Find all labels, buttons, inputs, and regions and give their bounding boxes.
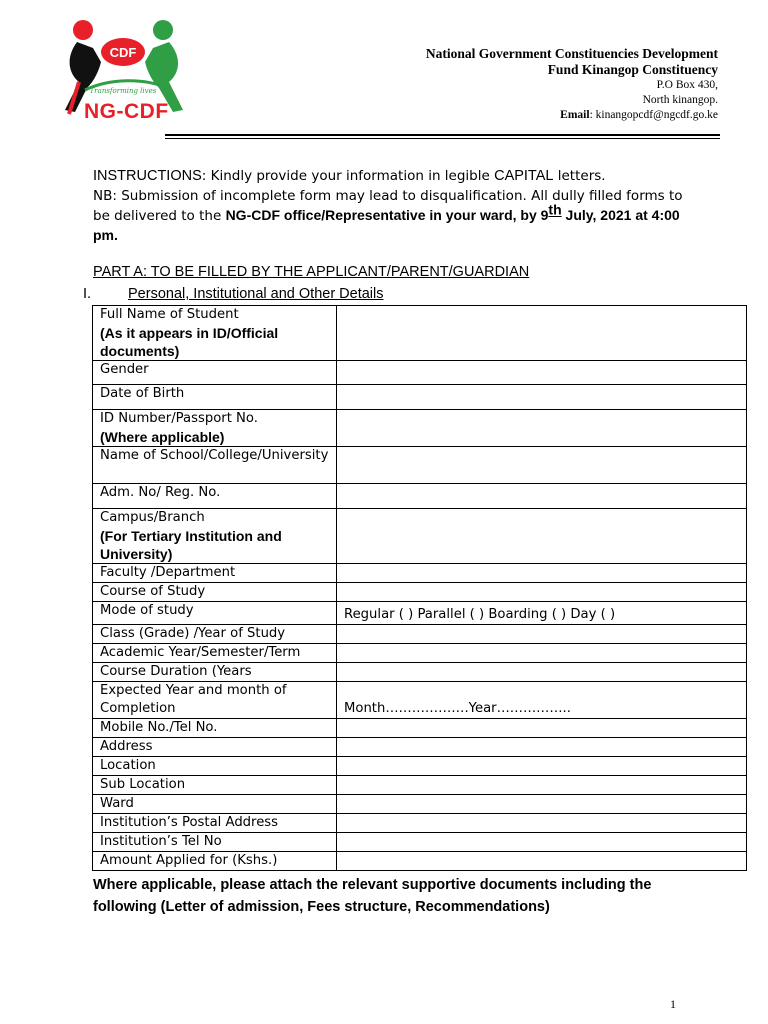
field-label-cell [93,625,337,644]
field-label-cell [93,663,337,682]
field-value: Regular ( ) Parallel ( ) Boarding ( ) Day ( ) [344,607,616,622]
field-value: Month……………….Year…………….. [344,701,571,716]
field-label: Full Name of Student [100,307,239,322]
table-row [93,410,747,447]
field-label: Mode of study [100,603,194,618]
header-divider-thin [165,138,720,139]
field-label-cell [93,738,337,757]
table-row [93,509,747,564]
field-label-cell [93,385,337,410]
field-label: Name of School/College/University [100,448,329,463]
field-label-cell [93,410,337,447]
field-label: Expected Year and month of Completion [100,683,287,716]
field-label: Institution’s Postal Address [100,815,279,830]
field-sublabel: (Where applicable) [100,429,225,445]
field-label: Mobile No./Tel No. [100,720,218,735]
field-value-cell[interactable] [337,447,747,484]
field-label: Gender [100,362,149,377]
field-sublabel: (As it appears in ID/Official documents) [100,325,279,359]
field-label-cell [93,682,337,719]
header-line-2: Fund Kinangop Constituency [547,62,718,77]
table-row [93,833,747,852]
field-value-cell[interactable] [337,410,747,447]
table-row [93,814,747,833]
field-value-cell[interactable] [337,795,747,814]
table-row [93,484,747,509]
header-line-1: National Government Constituencies Development [425,46,718,61]
field-label: Address [100,739,153,754]
field-value-cell[interactable] [337,583,747,602]
field-label-cell [93,833,337,852]
table-row [93,852,747,871]
field-label-cell [93,583,337,602]
instructions-text-a: : Kindly provide your information in legible [201,168,495,184]
field-value-cell[interactable] [337,306,747,361]
field-label: Adm. No/ Reg. No. [100,485,221,500]
field-label-cell [93,719,337,738]
field-value-cell[interactable] [337,814,747,833]
field-value-cell[interactable] [337,602,747,625]
field-value-cell[interactable] [337,385,747,410]
instructions-capital: CAPITAL [494,168,554,184]
field-value-cell[interactable] [337,719,747,738]
field-label: ID Number/Passport No. [100,411,258,426]
details-table [92,305,747,871]
table-row [93,583,747,602]
table-row [93,644,747,663]
logo-figure-right-head [153,20,173,40]
field-value-cell[interactable] [337,644,747,663]
field-label: Sub Location [100,777,186,792]
field-label-cell [93,564,337,583]
table-row [93,795,747,814]
field-label-cell [93,795,337,814]
table-row [93,361,747,385]
field-label: Location [100,758,156,773]
field-label-cell [93,852,337,871]
logo-name: NG-CDF [84,100,169,123]
header-email [426,108,718,123]
field-value-cell[interactable] [337,509,747,564]
header-address-block [426,46,718,123]
nb-bold-a: NG-CDF office/Representative in your ward, by 9 [225,207,549,223]
nb-bold-b: July, 2021 at 4:00 pm. [93,207,680,243]
field-label: Campus/Branch [100,510,205,525]
instructions-label: INSTRUCTIONS [93,168,202,184]
table-row [93,719,747,738]
field-label-cell [93,306,337,361]
field-label-cell [93,447,337,484]
page-number: 1 [670,997,676,1011]
header-town: North kinangop. [642,94,718,106]
email-value: : kinangopcdf@ngcdf.go.ke [589,109,718,121]
field-label-cell [93,484,337,509]
table-row [93,385,747,410]
field-value-cell[interactable] [337,484,747,509]
field-value-cell[interactable] [337,852,747,871]
table-row [93,776,747,795]
logo-badge-text: CDF [109,45,137,60]
field-label: Date of Birth [100,386,185,401]
field-value-cell[interactable] [337,625,747,644]
section-title: Personal, Institutional and Other Details [128,286,384,302]
field-label: Academic Year/Semester/Term [100,645,301,660]
logo-figure-left-head [73,20,93,40]
email-label: Email [560,109,590,121]
field-value-cell[interactable] [337,738,747,757]
table-row [93,757,747,776]
table-row [93,564,747,583]
section-heading [83,286,384,302]
field-label-cell [93,602,337,625]
field-label-cell [93,776,337,795]
instructions-text-b: letters. [553,168,606,184]
table-row [93,447,747,484]
attachment-note: Where applicable, please attach the relevant supportive documents including the following (Letter of admission, Fees structure, Recommendations) [93,877,652,915]
field-sublabel: (For Tertiary Institution and University) [100,528,282,562]
header-pobox: P.O Box 430, [656,79,718,91]
field-label: Amount Applied for (Kshs.) [100,853,278,868]
field-label-cell [93,361,337,385]
instructions [93,167,683,186]
field-value-cell[interactable] [337,833,747,852]
table-row [93,625,747,644]
field-label-cell [93,814,337,833]
table-row [93,306,747,361]
field-value-cell[interactable] [337,682,747,719]
field-value-cell[interactable] [337,361,747,385]
table-row [93,738,747,757]
field-label-cell [93,644,337,663]
field-label: Faculty /Department [100,565,236,580]
table-row [93,602,747,625]
table-row [93,663,747,682]
field-value-cell[interactable] [337,757,747,776]
field-label: Institution’s Tel No [100,834,222,849]
table-row [93,682,747,719]
section-number: I. [83,286,92,302]
part-a-title: PART A: TO BE FILLED BY THE APPLICANT/PARENT/GUARDIAN [93,264,530,280]
field-value-cell[interactable] [337,564,747,583]
field-label-cell [93,509,337,564]
nb-sup: th [548,201,562,218]
nb-notice [93,187,683,246]
header-divider-thick [165,134,720,136]
field-label: Course Duration (Years [100,664,252,679]
field-label-cell [93,757,337,776]
logo-motto: Transforming lives [89,87,157,95]
nb-text: NB: Submission of incomplete form may lead to disqualification. All dully filled forms to be delivered to the [93,188,683,224]
field-label: Class (Grade) /Year of Study [100,626,286,641]
field-value-cell[interactable] [337,776,747,795]
field-label: Course of Study [100,584,206,599]
field-label: Ward [100,796,134,811]
field-value-cell[interactable] [337,663,747,682]
